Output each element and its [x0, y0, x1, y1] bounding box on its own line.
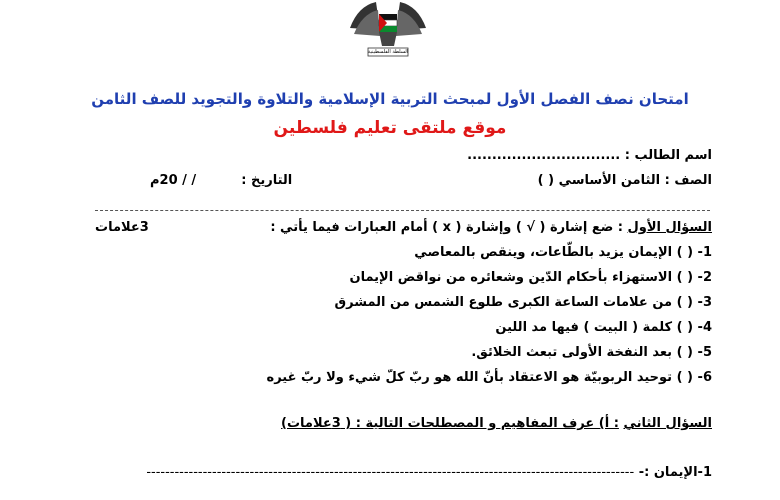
item-number: 3-	[697, 295, 712, 310]
date-value[interactable]: / / 20م	[150, 173, 197, 188]
item-number: 5-	[697, 345, 712, 360]
question1-item	[335, 295, 713, 310]
class-label: الصف : الثامن الأساسي	[558, 173, 712, 188]
question1-item	[471, 345, 712, 360]
item-text[interactable]: ( ) توحيد الربوبيّة هو الاعتقاد بأنّ الله هو ربّ كلّ شيء ولا ربّ غيره	[266, 370, 694, 385]
question2-instruction: : أ) عرف المفاهيم و المصطلحات التالية : ( 3علامات)	[281, 416, 619, 431]
item-number: 1-	[697, 245, 712, 260]
question1-header	[270, 220, 712, 235]
item-text[interactable]: ( ) من علامات الساعة الكبرى طلوع الشمس من المشرق	[334, 295, 694, 310]
term-label: 1-الإيمان :-	[638, 465, 712, 480]
exam-title: امتحان نصف الفصل الأول لمبحث التربية الإسلامية والتلاوة والتجويد للصف الثامن	[91, 90, 689, 108]
question1-item	[495, 320, 712, 335]
question1-item	[267, 370, 712, 385]
item-number: 4-	[697, 320, 712, 335]
date-row	[150, 173, 292, 188]
section-divider	[95, 210, 710, 211]
class-row	[538, 173, 712, 188]
question1-label: السؤال الأول	[627, 220, 712, 235]
class-blank[interactable]: ( )	[537, 173, 555, 188]
item-text[interactable]: ( ) بعد النفخة الأولى تبعث الخلائق.	[471, 345, 694, 360]
question2-header	[281, 416, 712, 431]
question1-marks: 3علامات	[95, 220, 149, 235]
question2-label: السؤال الثاني	[623, 416, 712, 431]
item-text[interactable]: ( ) الإيمان يزيد بالطّاعات، وينقص بالمعاصي	[414, 245, 694, 260]
question1-instruction: : ضع إشارة ( √ ) وإشارة ( x ) أمام العبارات فيما يأتي :	[270, 220, 623, 235]
date-label: التاريخ :	[241, 173, 293, 188]
student-name-row	[467, 148, 712, 163]
question1-item	[349, 270, 712, 285]
item-text[interactable]: ( ) الاستهزاء بأحكام الدّين وشعائره من نواقض الإيمان	[349, 270, 694, 285]
answer-blank[interactable]: --------------------------------------------------------------------------------------------------------	[146, 465, 635, 480]
emblem-caption: السلطة الفلسطينية	[367, 49, 409, 55]
item-number: 2-	[697, 270, 712, 285]
item-number: 6-	[697, 370, 712, 385]
student-name-label: اسم الطالب :	[624, 148, 712, 163]
question2-item	[146, 465, 712, 480]
item-text[interactable]: ( ) كلمة ( البيت ) فيها مد اللين	[495, 320, 694, 335]
student-name-blank[interactable]: ...............................	[467, 148, 621, 163]
question1-item	[414, 245, 712, 260]
site-subtitle: موقع ملتقى تعليم فلسطين	[273, 118, 507, 138]
